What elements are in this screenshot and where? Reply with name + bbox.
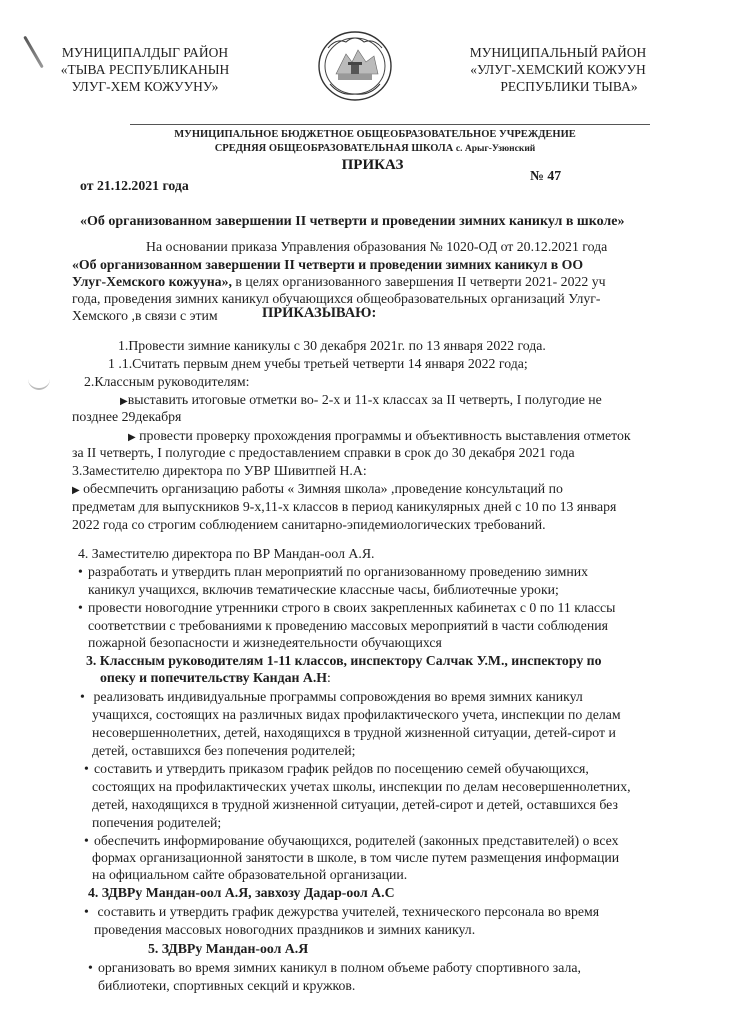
item-1: 1.Провести зимние каникулы с 30 декабря 2021г. по 13 января 2022 года.	[118, 338, 546, 353]
triangle-bullet-icon: ▶	[128, 432, 136, 443]
org-school: СРЕДНЯЯ ОБЩЕОБРАЗОВАТЕЛЬНАЯ ШКОЛА	[214, 143, 454, 154]
item-2-a-cont: позднее 29декабря	[72, 409, 182, 424]
section-3-b-cont: состоящих на профилактических учетах школы, инспекции по делам несовершеннолетних,	[92, 779, 631, 794]
section-4-a	[84, 903, 599, 921]
emblem-icon	[316, 28, 394, 104]
header-divider	[130, 124, 650, 125]
header-left-line: УЛУГ-ХЕМ КОЖУУНУ»	[71, 79, 219, 94]
item-3-a-cont2: 2022 года со строгим соблюдением санитарно-эпидемиологических требований.	[72, 517, 546, 532]
section-3-b-cont2: детей, находящихся в трудной жизненной ситуации, детей-сирот и детей, оставшихся без	[92, 797, 618, 812]
item-4: 4. Заместителю директора по ВР Мандан-оол А.Я.	[78, 546, 375, 561]
order-date: от 21.12.2021 года	[80, 178, 189, 193]
header-left	[60, 44, 230, 95]
bullet-icon: •	[88, 960, 93, 975]
bullet-icon: •	[80, 689, 85, 704]
section-3-c-cont: формах организационной занятости в школе, в том числе путем размещения информации	[92, 850, 620, 865]
section-4-a-cont: проведения массовых новогодних праздников и зимних каникул.	[94, 922, 476, 937]
section-3-b-cont3: попечения родителей;	[92, 815, 222, 830]
item-3-a-text: обесмпечить организацию работы « Зимняя школа» ,проведение консультаций по	[83, 481, 563, 496]
staple-mark	[23, 36, 44, 69]
item-4-b-cont2: пожарной безопасности и жизнедеятельности обучающихся	[88, 635, 442, 650]
item-4-a-cont: каникул учащихся, включив тематические классные часы, библиотечные уроки;	[88, 582, 559, 597]
section-4-title: 4. ЗДВРу Мандан-оол А.Я, завхозу Дадар-оол А.С	[88, 885, 395, 900]
item-2-b-cont: за II четверть, I полугодие с предоставлением справки в срок до 30 декабря 2021 года	[72, 445, 575, 460]
section-3-a-text: реализовать индивидуальные программы сопровождения во время зимних каникул	[93, 689, 583, 704]
triangle-bullet-icon: ▶	[120, 396, 128, 407]
item-1-1: 1 .1.Считать первым днем учебы третьей четверти 14 января 2022 года;	[108, 356, 528, 371]
org-name	[80, 128, 670, 156]
item-2-a-text: выставить итоговые отметки во- 2-х и 11-х классах за II четверть, I полугодие не	[127, 392, 602, 407]
order-number: № 47	[530, 168, 562, 183]
item-2-a	[120, 391, 602, 411]
item-4-b-cont: соответствии с требованиями к проведению массовых мероприятий в части соблюдения	[88, 618, 609, 633]
bullet-icon: •	[84, 761, 89, 776]
preamble-line-3: года, проведения зимних каникул обучающихся общеобразовательных организаций Улуг-	[72, 291, 601, 306]
preamble-line-4: Хемского ,в связи с этим	[72, 308, 218, 323]
bullet-icon: •	[78, 564, 83, 579]
item-4-b	[78, 599, 615, 617]
triangle-bullet-icon: ▶	[72, 485, 80, 496]
item-2-b-text: провести проверку прохождения программы и объективность выставления отметок	[139, 428, 631, 443]
section-3-a-cont3: детей, оставшихся без попечения родителей;	[92, 743, 356, 758]
header-right-line: МУНИЦИПАЛЬНЫЙ РАЙОН	[469, 45, 647, 60]
section-3-c	[84, 832, 618, 850]
preamble-line-1: На основании приказа Управления образования № 1020-ОД от 20.12.2021 года	[146, 239, 608, 254]
header-right-line: «УЛУГ-ХЕМСКИЙ КОЖУУН	[470, 62, 646, 77]
bullet-icon: •	[84, 833, 89, 848]
section-3-a-cont: учащихся, состоящих на различных видах профилактического учета, инспекции по делам	[92, 707, 621, 722]
section-5-a-cont: библиотеки, спортивных секций и кружков.	[98, 978, 356, 993]
section-3-b-text: составить и утвердить приказом график рейдов по посещению семей обучающихся,	[94, 761, 589, 776]
header-right-line: РЕСПУБЛИКИ ТЫВА»	[500, 79, 638, 94]
item-3-a-cont: предметам для выпускников 9-х,11-х классов в период каникулярных дней с 10 по 13 января	[72, 499, 617, 514]
section-3-colon: :	[327, 670, 331, 685]
punch-hole-mark	[28, 374, 50, 390]
section-5-a	[88, 959, 581, 977]
item-2: 2.Классным руководителям:	[84, 374, 250, 389]
section-5-title: 5. ЗДВРу Мандан-оол А.Я	[148, 941, 309, 956]
preamble-line-2	[72, 273, 606, 291]
preamble-rest-2: в целях организованного завершения II четверти 2021- 2022 уч	[231, 274, 606, 289]
header-right	[468, 44, 648, 95]
section-4-a-text: составить и утвердить график дежурства учителей, технического персонала во время	[97, 904, 600, 919]
section-3-a-cont2: несовершеннолетних, детей, находящихся в трудной жизненной ситуации, детей-сирот и	[92, 725, 616, 740]
section-3-title-2: опеку и попечительству Кандан А.Н	[100, 670, 328, 685]
section-3-b	[84, 760, 589, 778]
header-left-line: «ТЫВА РЕСПУБЛИКАНЫН	[60, 62, 230, 77]
section-3-title: 3. Классным руководителям 1-11 классов, инспектору Салчак У.М., инспектору по	[86, 653, 602, 668]
bullet-icon: •	[84, 904, 89, 919]
order-subject: «Об организованном завершении II четверти и проведении зимних каникул в школе»	[80, 214, 625, 229]
section-3-c-cont2: на официальном сайте образовательной организации.	[92, 867, 408, 882]
item-4-b-text: провести новогодние утренники строго в своих закрепленных кабинетах с 0 по 11 классы	[88, 600, 616, 615]
header-left-line: МУНИЦИПАЛДЫГ РАЙОН	[61, 45, 229, 60]
order-title: ПРИКАЗ	[341, 157, 404, 173]
preamble-bold-1: «Об организованном завершении II четверти и проведении зимних каникул в ОО	[72, 257, 584, 272]
item-3-a	[72, 480, 674, 500]
order-word: ПРИКАЗЫВАЮ:	[262, 305, 377, 321]
org-village: с. Арыг-Узюнский	[455, 144, 536, 154]
section-3-title-cont	[100, 669, 331, 687]
section-3-a	[80, 688, 583, 706]
preamble-bold-2: Улуг-Хемского кожууна»,	[72, 274, 232, 289]
section-3-c-text: обеспечить информирование обучающихся, родителей (законных представителей) о всех	[94, 833, 619, 848]
org-line-2	[80, 142, 670, 156]
item-4-a-text: разработать и утвердить план мероприятий по организованному проведению зимних	[88, 564, 589, 579]
item-4-a	[78, 563, 588, 581]
item-3: 3.Заместителю директора по УВР Шивитпей Н.А:	[72, 463, 367, 478]
section-5-a-text: организовать во время зимних каникул в полном объеме работу спортивного зала,	[98, 960, 581, 975]
org-line-1: МУНИЦИПАЛЬНОЕ БЮДЖЕТНОЕ ОБЩЕОБРАЗОВАТЕЛЬНОЕ УЧРЕЖДЕНИЕ	[174, 129, 576, 140]
bullet-icon: •	[78, 600, 83, 615]
